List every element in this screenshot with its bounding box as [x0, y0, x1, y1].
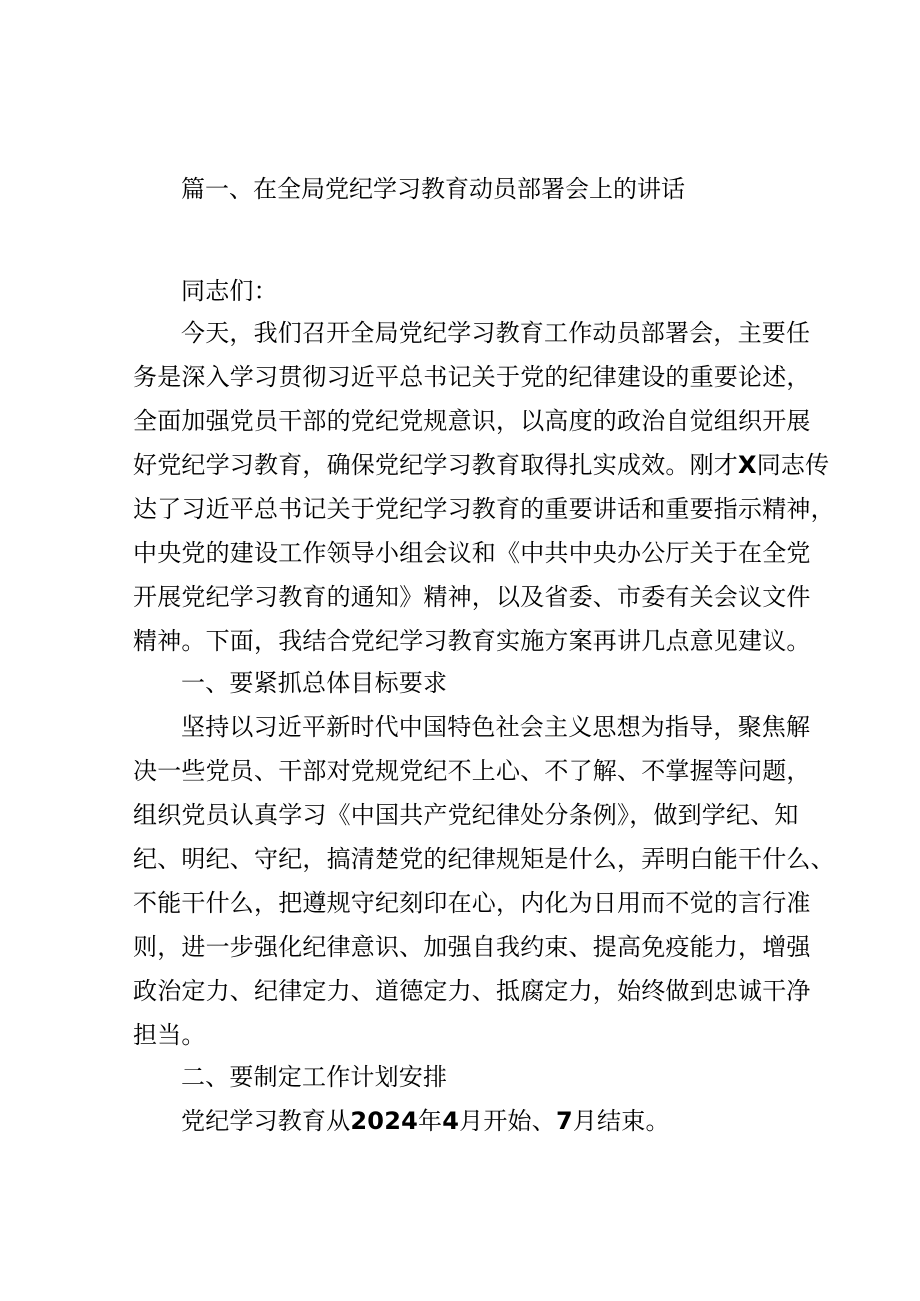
paragraph-line: 精神。下面，我结合党纪学习教育实施方案再讲几点意见建议。 [133, 627, 811, 655]
paragraph-line: 组织党员认真学习《中国共产党纪律处分条例》，做到学纪、知 [133, 801, 799, 829]
name-placeholder: X [738, 451, 757, 479]
paragraph-line: 政治定力、纪律定力、道德定力、抵腐定力，始终做到忠诚干净 [133, 977, 811, 1005]
paragraph-line: 决一些党员、干部对党规党纪不上心、不了解、不掌握等问题， [133, 757, 811, 785]
paragraph-line: 开展党纪学习教育的通知》精神，以及省委、市委有关会议文件 [133, 583, 811, 611]
paragraph-line: 则，进一步强化纪律意识、加强自我约束、提高免疫能力，增强 [133, 933, 811, 961]
paragraph-text: 党纪学习教育从 [181, 1107, 351, 1135]
paragraph-text: 年 [418, 1107, 443, 1135]
paragraph-line: 今天，我们召开全局党纪学习教育工作动员部署会，主要任 [181, 319, 811, 347]
paragraph-text: 月结束。 [572, 1107, 670, 1135]
year-value: 2024 [350, 1107, 419, 1135]
paragraph-text: 好党纪学习教育，确保党纪学习教育取得扎实成效。刚才 [133, 451, 738, 479]
paragraph-line: 达了习近平总书记关于党纪学习教育的重要讲话和重要指示精神， [133, 495, 835, 523]
paragraph-line: 纪、明纪、守纪，搞清楚党的纪律规矩是什么，弄明白能干什么、 [133, 845, 835, 873]
end-month-value: 7 [555, 1107, 573, 1135]
salutation: 同志们： [181, 277, 278, 305]
paragraph-line: 坚持以习近平新时代中国特色社会主义思想为指导，聚焦解 [181, 713, 811, 741]
paragraph-text: 月开始、 [459, 1107, 556, 1135]
paragraph-line: 务是深入学习贯彻习近平总书记关于党的纪律建设的重要论述， [133, 363, 811, 391]
paragraph-line [133, 448, 829, 482]
paragraph-line [181, 1104, 670, 1138]
paragraph-line: 中央党的建设工作领导小组会议和《中共中央办公厅关于在全党 [133, 539, 811, 567]
start-month-value: 4 [442, 1107, 460, 1135]
paragraph-line: 不能干什么，把遵规守纪刻印在心，内化为日用而不觉的言行准 [133, 889, 811, 917]
paragraph-line: 担当。 [133, 1021, 206, 1049]
section-heading-1: 一、要紧抓总体目标要求 [181, 669, 448, 697]
document-title: 篇一、在全局党纪学习教育动员部署会上的讲话 [181, 175, 685, 203]
paragraph-line: 全面加强党员干部的党纪党规意识，以高度的政治自觉组织开展 [133, 407, 811, 435]
section-heading-2: 二、要制定工作计划安排 [181, 1063, 448, 1091]
paragraph-text: 同志传 [756, 451, 830, 479]
